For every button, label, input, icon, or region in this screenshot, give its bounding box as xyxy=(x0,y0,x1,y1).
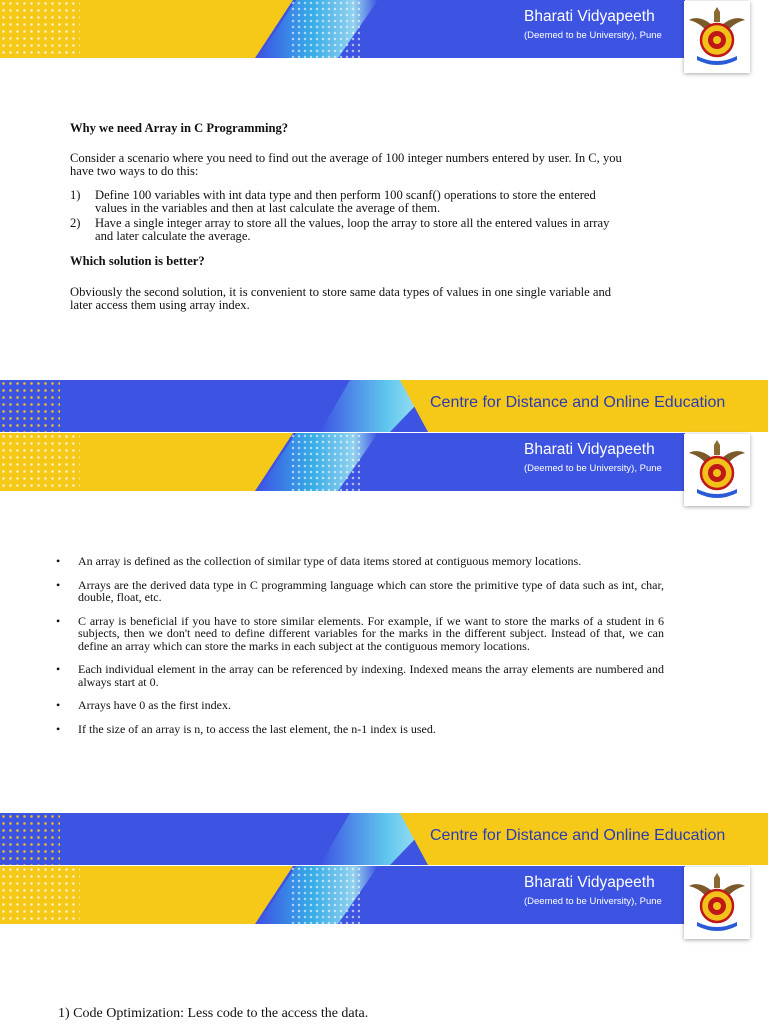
list-text: Each individual element in the array can be referenced by indexing. Indexed means the array elements are numbered and always start at 0. xyxy=(78,662,664,689)
footer-dot-pattern xyxy=(0,380,60,432)
list-item xyxy=(56,615,664,653)
brand-name: Bharati Vidyapeeth xyxy=(524,874,655,891)
brand-block xyxy=(524,873,662,909)
slide-2-content xyxy=(56,555,664,746)
brand-block xyxy=(524,440,662,476)
header-cyan-dots xyxy=(290,0,360,58)
slide-1-intro: Consider a scenario where you need to find out the average of 100 integer numbers entered by user. In C, you have two ways to do this: xyxy=(70,151,622,178)
list-number: 2) xyxy=(70,216,81,230)
bullet-mark: • xyxy=(56,662,61,676)
header-dot-pattern xyxy=(0,866,80,924)
university-emblem-icon xyxy=(687,437,747,503)
brand-name: Bharati Vidyapeeth xyxy=(524,441,655,458)
list-text: An array is defined as the collection of similar type of data items stored at contiguous memory locations. xyxy=(78,554,582,568)
header-cyan-dots xyxy=(290,433,360,491)
list-item xyxy=(56,663,664,688)
header-cyan-dots xyxy=(290,866,360,924)
slide-3 xyxy=(0,866,768,1024)
slide-header xyxy=(0,0,768,58)
bullet-mark: • xyxy=(56,721,61,736)
footer-centre-title: Centre for Distance and Online Education xyxy=(430,827,726,844)
slide-2 xyxy=(0,433,768,844)
list-item xyxy=(56,699,664,712)
university-emblem-icon xyxy=(687,870,747,936)
slide-1-question: Which solution is better? xyxy=(70,254,205,268)
bullet-mark: • xyxy=(56,577,61,592)
slide-3-text: 1) Code Optimization: Less code to the access the data. xyxy=(58,1006,369,1021)
brand-subtitle: (Deemed to be University), Pune xyxy=(524,896,662,907)
slide-1-content xyxy=(70,122,630,323)
slide-1-answer: Obviously the second solution, it is convenient to store same data types of values in one single variable and later access them using array index. xyxy=(70,285,612,312)
slide-footer xyxy=(0,813,768,865)
slide-1 xyxy=(0,0,768,411)
brand-name: Bharati Vidyapeeth xyxy=(524,8,655,25)
university-logo xyxy=(684,867,750,939)
list-number: 1) xyxy=(70,188,81,202)
slide-header xyxy=(0,433,768,491)
bullet-mark: • xyxy=(56,554,61,568)
university-emblem-icon xyxy=(687,4,747,70)
footer-dot-pattern xyxy=(0,813,60,865)
list-text: If the size of an array is n, to access the last element, the n-1 index is used. xyxy=(78,721,436,736)
brand-block xyxy=(524,7,662,43)
brand-subtitle: (Deemed to be University), Pune xyxy=(524,463,662,474)
slide-footer xyxy=(0,380,768,432)
header-dot-pattern xyxy=(0,433,80,491)
university-logo xyxy=(684,434,750,506)
university-logo xyxy=(684,1,750,73)
list-item xyxy=(70,217,630,243)
slide-2-bullets xyxy=(56,555,664,735)
list-text: Have a single integer array to store all the values, loop the array to store all the entered values in array and later calculate the average. xyxy=(95,216,610,243)
header-dot-pattern xyxy=(0,0,80,58)
bullet-mark: • xyxy=(56,698,61,712)
bullet-mark: • xyxy=(56,613,61,628)
list-item xyxy=(70,189,630,215)
list-text: C array is beneficial if you have to store similar elements. For example, if we want to store the marks of a student in 6 subjects, then we don't need to define different variables for the marks in the different subject. Instead of that, we can define an array which can store the marks in each subject at the contiguous memory locations. xyxy=(78,613,664,653)
list-item xyxy=(56,723,664,736)
list-item xyxy=(56,579,664,604)
slide-1-options xyxy=(70,189,630,243)
footer-centre-title: Centre for Distance and Online Education xyxy=(430,394,726,411)
list-text: Define 100 variables with int data type and then perform 100 scanf() operations to store the entered values in the variables and then at last calculate the average of them. xyxy=(95,188,596,215)
brand-subtitle: (Deemed to be University), Pune xyxy=(524,30,662,41)
list-text: Arrays are the derived data type in C programming language which can store the primitive type of data such as int, char, double, float, etc. xyxy=(78,577,664,604)
slide-1-heading: Why we need Array in C Programming? xyxy=(70,121,289,135)
list-item xyxy=(56,555,664,568)
list-text: Arrays have 0 as the first index. xyxy=(78,698,231,712)
slide-header xyxy=(0,866,768,924)
